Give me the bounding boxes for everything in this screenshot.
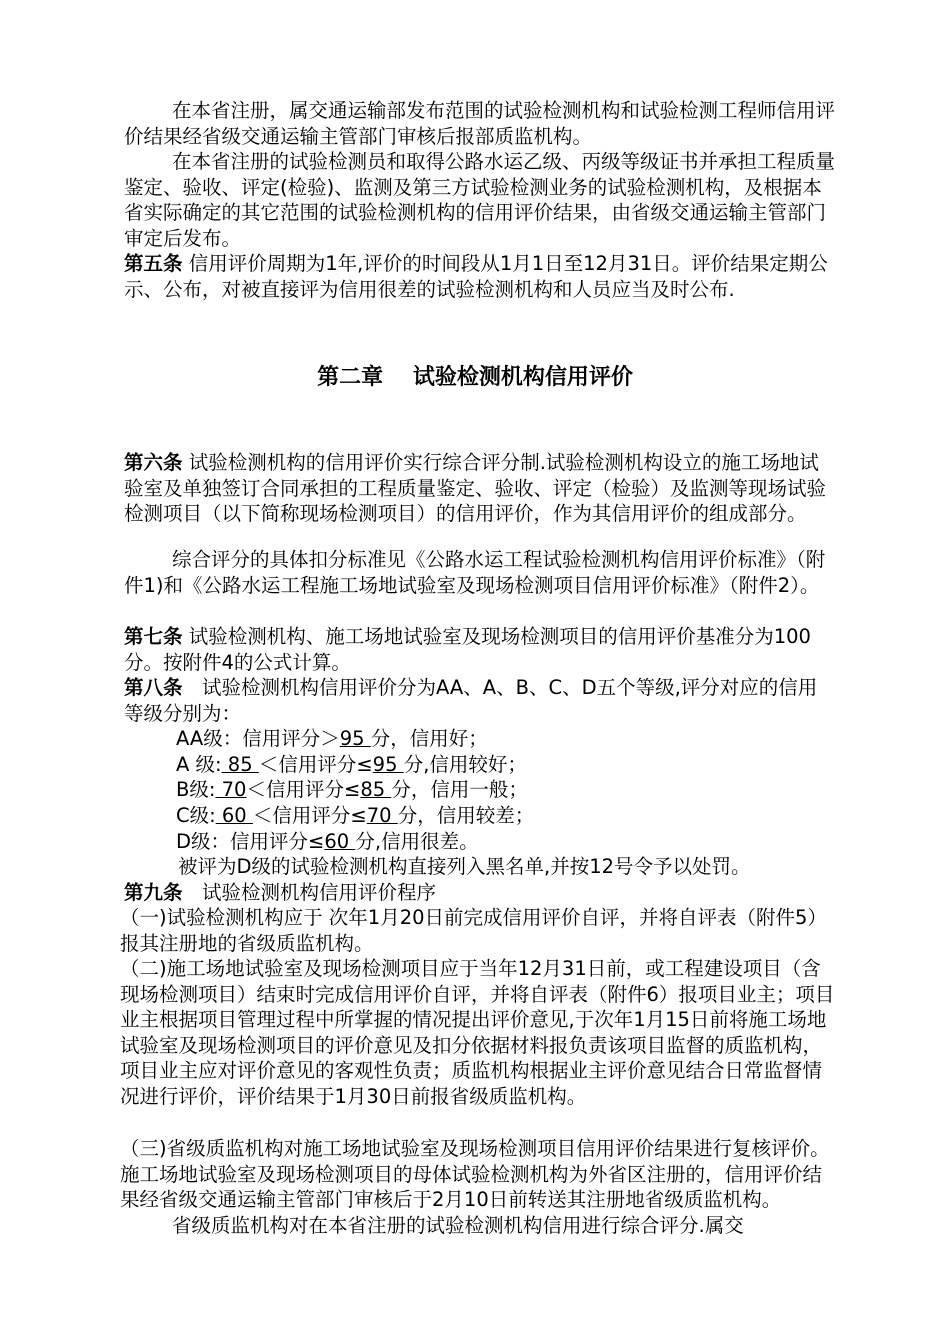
grade-d-desc: 分,信用很差。 [355, 830, 479, 853]
grade-a [176, 752, 527, 778]
grade-b-desc: 分，信用一般； [391, 778, 528, 801]
grade-c-mid: ＜信用评分≤ [252, 804, 367, 827]
grade-c-label: C级: [176, 804, 216, 827]
article-8 [124, 675, 836, 726]
article-7-text: 试验检测机构、施工场地试验室及现场检测项目的信用评价基准分为100分。按附件4的公式计算。 [124, 625, 811, 674]
grade-a-label: A 级: [176, 753, 222, 776]
grade-d-upper: 60 [324, 830, 356, 853]
paragraph-scoring-standards: 综合评分的具体扣分标准见《公路水运工程试验检测机构信用评价标准》（附件1)和《公路水运工程施工场地试验室及现场检测项目信用评价标准》（附件2）。 [124, 548, 826, 597]
grade-c-upper: 70 [366, 804, 398, 827]
procedure-3: （三)省级质监机构对施工场地试验室及现场检测项目信用评价结果进行复核评价。施工场地试验室及现场检测项目的母体试验检测机构为外省区注册的，信用评价结果经省级交通运输主管部门审核后于2月10日前转送其注册地省级质监机构。 [120, 1137, 830, 1212]
grade-b-label: B级: [176, 778, 216, 801]
chapter-title: 第二章 试验检测机构信用评价 [317, 364, 633, 390]
procedure-1: （一)试验检测机构应于 次年1月20日前完成信用评价自评，并将自评表（附件5）报其注册地的省级质监机构。 [120, 906, 827, 955]
article-6-text: 试验检测机构的信用评价实行综合评分制.试验检测机构设立的施工场地试验室及单独签订合同承担的工程质量鉴定、验收、评定（检验）及监测等现场试验检测项目（以下简称现场检测项目）的信用评价，作为其信用评价的组成部分。 [124, 451, 827, 526]
article-7-label: 第七条 [124, 625, 183, 648]
grade-aa [176, 726, 488, 752]
article-9-label: 第九条 [124, 881, 183, 904]
article-6-label: 第六条 [124, 451, 183, 474]
grade-a-lower: 85 [221, 753, 259, 776]
grade-b-upper: 85 [360, 778, 392, 801]
article-5-label: 第五条 [124, 252, 183, 275]
article-9 [124, 880, 836, 906]
paragraph-registration-province: 在本省注册的试验检测员和取得公路水运乙级、丙级等级证书并承担工程质量鉴定、验收、评定(检验)、监测及第三方试验检测业务的试验检测机构，及根据本省实际确定的其它范围的试验检测机构的信用评价结果，由省级交通运输主管部门审定后发布。 [124, 150, 836, 250]
article-8-text: 试验检测机构信用评价分为AA、A、B、C、D五个等级,评分对应的信用等级分别为： [124, 676, 818, 725]
grade-a-upper: 95 [372, 753, 404, 776]
article-6 [124, 450, 836, 527]
article-5 [124, 251, 836, 302]
article-8-label: 第八条 [124, 676, 183, 699]
grade-a-mid: ＜信用评分≤ [258, 753, 373, 776]
procedure-2: （二)施工场地试验室及现场检测项目应于当年12月31日前，或工程建设项目（含现场检测项目）结束时完成信用评价自评，并将自评表（附件6）报项目业主；项目业主根据项目管理过程中所掌握的情况提出评价意见,于次年1月15日前将施工场地试验室及现场检测项目的评价意见及扣分依据材料报负责该项目监督的质监机构，项目业主应对评价意见的客观性负责；质监机构根据业主评价意见结合日常监督情况进行评价，评价结果于1月30日前报省级质监机构。 [120, 957, 835, 1108]
grade-d [176, 829, 479, 855]
article-7 [124, 624, 836, 675]
grade-aa-desc: 分，信用好； [370, 727, 488, 750]
paragraph-blacklist: 被评为D级的试验检测机构直接列入黑名单,并按12号令予以处罚。 [178, 855, 751, 878]
paragraph-provincial-scoring: 省级质监机构对在本省注册的试验检测机构信用进行综合评分.属交 [172, 1214, 744, 1237]
article-9-text: 试验检测机构信用评价程序 [182, 881, 437, 904]
grade-b [176, 777, 528, 803]
grade-c-lower: 60 [215, 804, 253, 827]
grade-aa-threshold: 95 [339, 727, 371, 750]
grade-d-label: D级：信用评分≤ [176, 830, 325, 853]
article-5-text: 信用评价周期为1年,评价的时间段从1月1日至12月31日。评价结果定期公示、公布，对被直接评为信用很差的试验检测机构和人员应当及时公布. [124, 252, 828, 301]
grade-a-desc: 分,信用较好； [403, 753, 527, 776]
grade-c-desc: 分，信用较差； [397, 804, 535, 827]
paragraph-registration-ministry: 在本省注册，属交通运输部发布范围的试验检测机构和试验检测工程师信用评价结果经省级交通运输主管部门审核后报部质监机构。 [124, 99, 836, 148]
grade-c [176, 803, 534, 829]
grade-b-lower: 70 [215, 778, 247, 801]
grade-b-mid: ＜信用评分≤ [246, 778, 361, 801]
grade-aa-label: AA级：信用评分＞ [176, 727, 340, 750]
